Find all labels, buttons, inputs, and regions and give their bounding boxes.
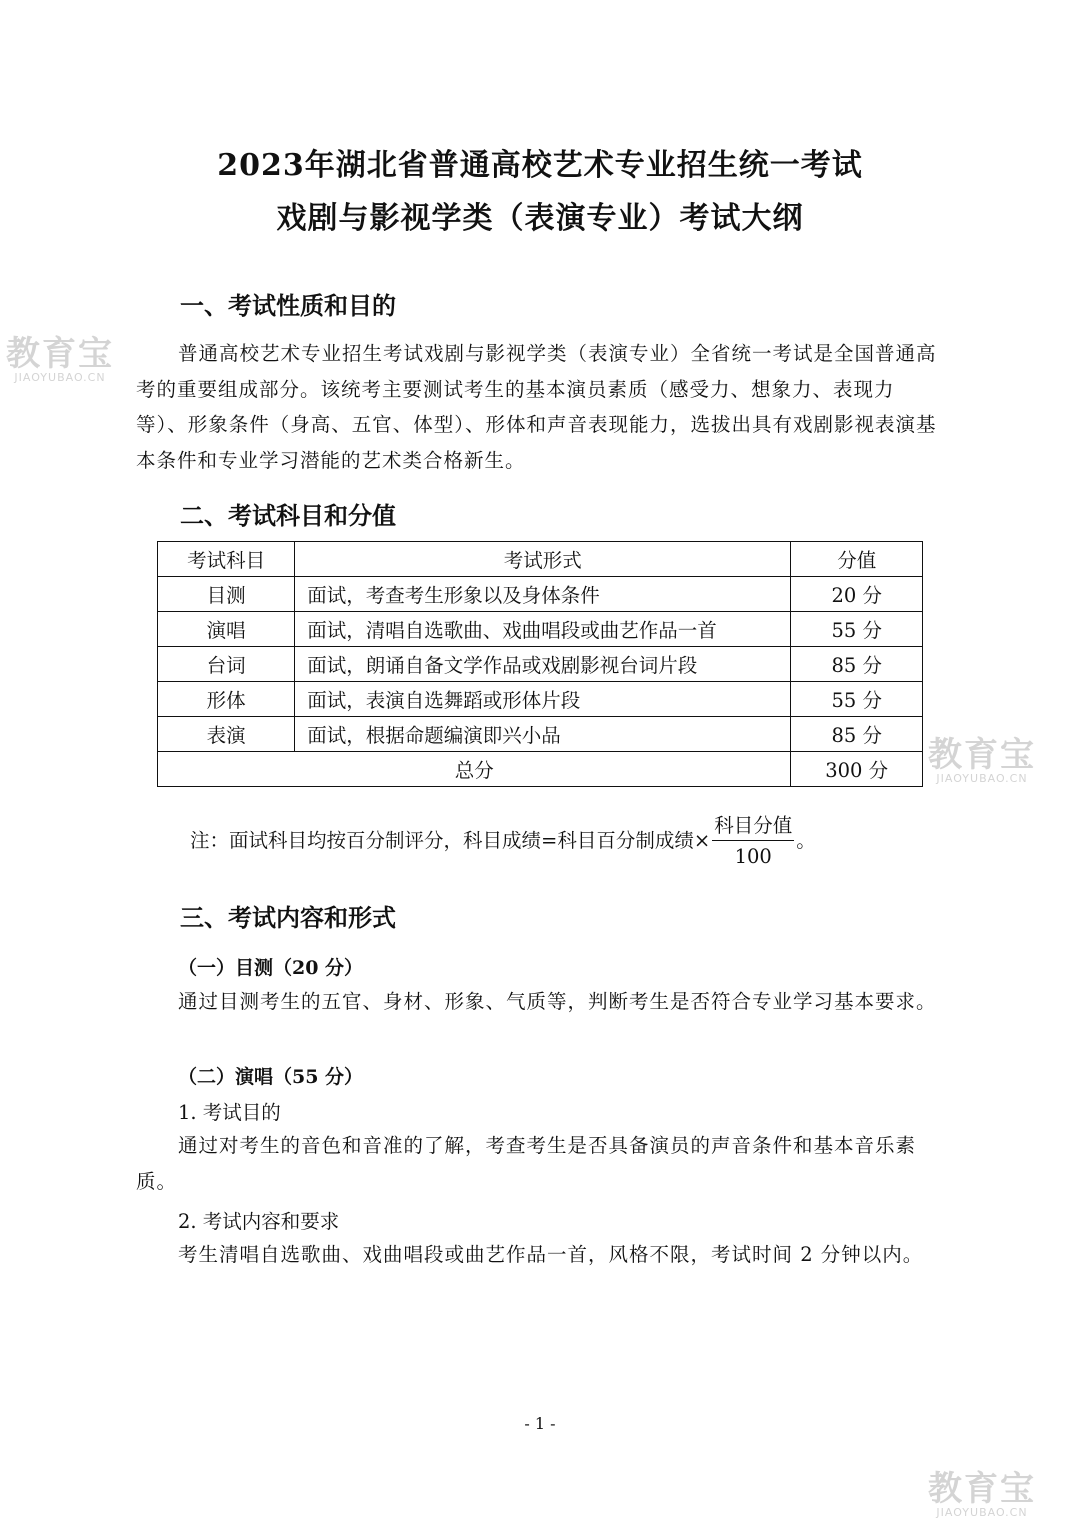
- document-title-line2: 戏剧与影视学类（表演专业）考试大纲: [276, 201, 804, 236]
- watermark-logo: [6, 326, 114, 384]
- score-formula-note: [190, 810, 816, 868]
- table-row: [158, 647, 923, 682]
- row-score: 20 分: [791, 577, 923, 612]
- table-total-row: [158, 752, 923, 787]
- subsection1-body: 通过目测考生的五官、身材、形象、气质等，判断考生是否符合专业学习基本要求。: [178, 990, 937, 1013]
- row-form: 面试，考查考生形象以及身体条件: [295, 577, 791, 612]
- subsection2-heading: （二）演唱（55 分）: [178, 1066, 364, 1088]
- row-score: 85 分: [791, 647, 923, 682]
- note-suffix: 。: [796, 829, 816, 852]
- formula-fraction: [712, 810, 794, 868]
- watermark-logo: [928, 1461, 1036, 1519]
- note-prefix: 注：面试科目均按百分制评分，科目成绩=科目百分制成绩×: [190, 829, 711, 852]
- item2-body: 考生清唱自选歌曲、戏曲唱段或曲艺作品一首，风格不限，考试时间 2 分钟以内。: [178, 1243, 924, 1266]
- watermark-url: JIAOYUBAO.CN: [936, 772, 1028, 785]
- row-score: 85 分: [791, 717, 923, 752]
- section2-heading: 二、考试科目和分值: [180, 501, 396, 530]
- row-subject: 表演: [158, 717, 295, 752]
- row-form: 面试，朗诵自备文学作品或戏剧影视台词片段: [295, 647, 791, 682]
- watermark-text: 教育宝: [928, 1469, 1036, 1509]
- item1-title: 1. 考试目的: [178, 1101, 281, 1124]
- table-row: [158, 612, 923, 647]
- subsection1-heading: （一）目测（20 分）: [178, 957, 364, 979]
- row-subject: 形体: [158, 682, 295, 717]
- row-subject: 台词: [158, 647, 295, 682]
- table-row: [158, 682, 923, 717]
- fraction-denominator: 100: [734, 845, 772, 868]
- watermark-text: 教育宝: [928, 735, 1036, 775]
- section3-heading: 三、考试内容和形式: [180, 903, 396, 932]
- row-score: 55 分: [791, 612, 923, 647]
- total-label: 总分: [158, 752, 791, 787]
- watermark-logo: [928, 727, 1036, 785]
- page-number: - 1 -: [524, 1414, 556, 1433]
- table-row: [158, 717, 923, 752]
- row-form: 面试，清唱自选歌曲、戏曲唱段或曲艺作品一首: [295, 612, 791, 647]
- row-score: 55 分: [791, 682, 923, 717]
- section1-heading: 一、考试性质和目的: [180, 291, 396, 320]
- row-form: 面试，根据命题编演即兴小品: [295, 717, 791, 752]
- row-subject: 演唱: [158, 612, 295, 647]
- section1-body: 普通高校艺术专业招生考试戏剧与影视学类（表演专业）全省统一考试是全国普通高考的重要组成部分。该统考主要测试考生的基本演员素质（感受力、想象力、表现力等）、形象条件（身高、五官、体型）、形体和声音表现能力，选拔出具有戏剧影视表演基本条件和专业学习潜能的艺术类合格新生。: [136, 342, 937, 472]
- document-title-line1: 2023年湖北省普通高校艺术专业招生统一考试: [217, 148, 863, 183]
- table-row: [158, 577, 923, 612]
- table-header-subject: 考试科目: [158, 542, 295, 577]
- table-header-score: 分值: [791, 542, 923, 577]
- item2-title: 2. 考试内容和要求: [178, 1210, 340, 1233]
- row-subject: 目测: [158, 577, 295, 612]
- total-score: 300 分: [791, 752, 923, 787]
- table-header-form: 考试形式: [295, 542, 791, 577]
- row-form: 面试，表演自选舞蹈或形体片段: [295, 682, 791, 717]
- item1-body: 通过对考生的音色和音准的了解，考查考生是否具备演员的声音条件和基本音乐素质。: [136, 1134, 917, 1193]
- watermark-text: 教育宝: [6, 334, 114, 374]
- table-header-row: [158, 542, 923, 577]
- fraction-numerator: 科目分值: [712, 810, 794, 841]
- watermark-url: JIAOYUBAO.CN: [14, 371, 106, 384]
- score-table: [157, 541, 923, 787]
- watermark-url: JIAOYUBAO.CN: [936, 1506, 1028, 1519]
